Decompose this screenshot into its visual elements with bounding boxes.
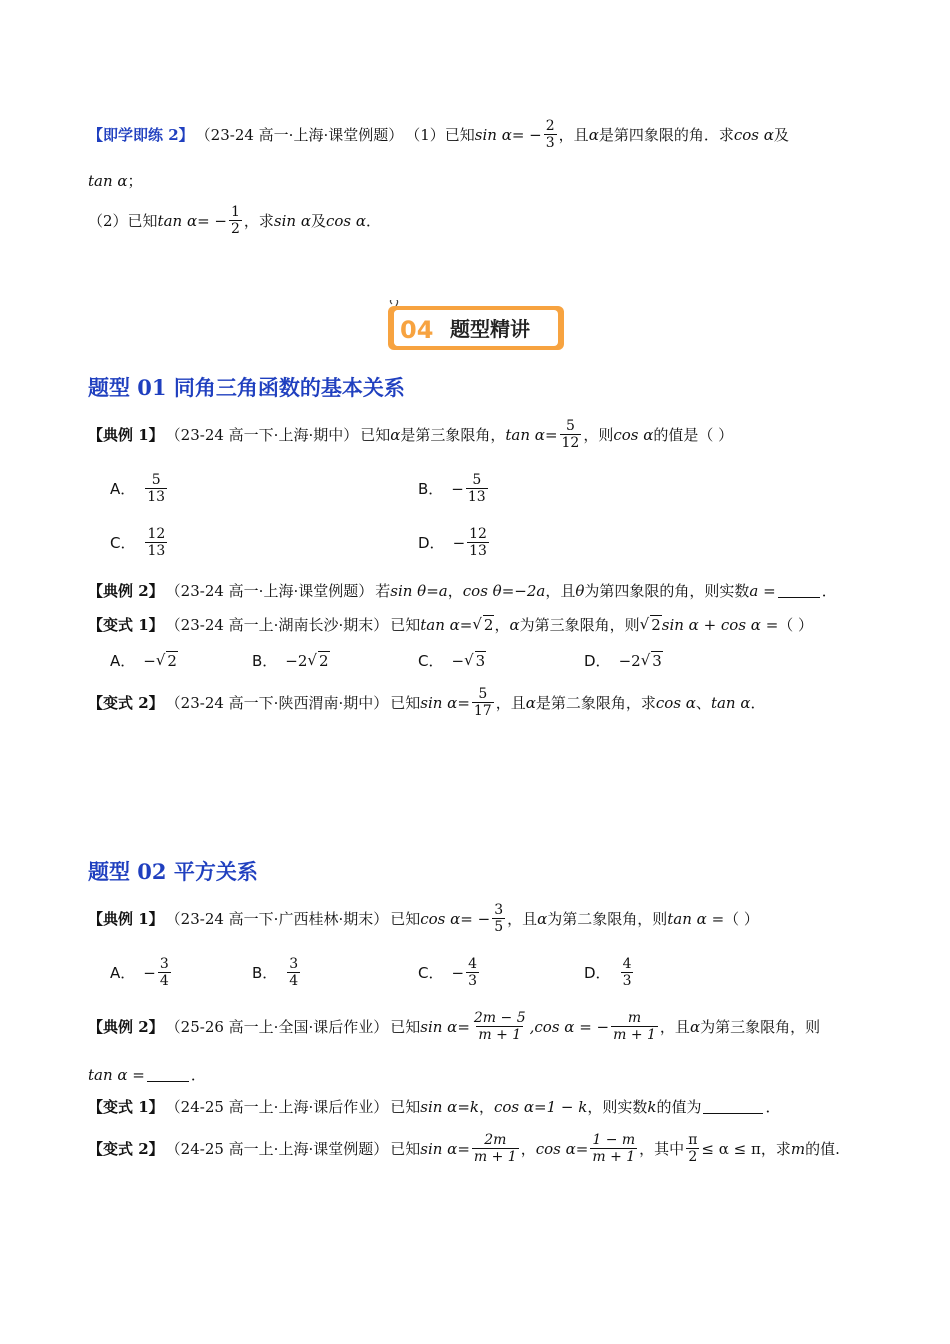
option-a[interactable]: A． − $\frac{3}{4}$ (110, 956, 169, 990)
fraction: $\frac{5}{12}$ (561, 418, 580, 452)
option-c[interactable]: C． $\frac{12}{13}$ (110, 526, 166, 560)
option-a[interactable]: A． $\frac{5}{13}$ (110, 472, 166, 506)
math-sin: sin α (474, 125, 512, 144)
type01-var1: 【变式 1】 （23-24 高一上·湖南长沙·期末） 已知 tan α = √ 2 ， α 为第三象限角，则 √ 2 sin α + cos α = （ ） (88, 615, 814, 634)
type02-var2: 【变式 2】 （24-25 高一上·上海·课堂例题） 已知 sin α = $\frac{2m}{m + 1}$ ， cos α = $\frac{1 - m}{m + 1}$ ，其中 $\frac{\pi}{2}$ ≤ α ≤ π ，求 m 的值. (88, 1132, 840, 1166)
answer-blank[interactable] (703, 1099, 763, 1114)
math-alpha: α (588, 125, 599, 144)
type02-title: 题型 02 平方关系 (88, 859, 258, 884)
text: 及 (773, 126, 789, 145)
type01-var2: 【变式 2】 （23-24 高一下·陕西渭南·期中） 已知 sin α = $\frac{5}{17}$ ，且 α 是第二象限角，求 cos α 、 tan α ． (88, 686, 766, 720)
math-sin: sin α (273, 211, 311, 230)
type02-ex2: 【典例 2】 （25-26 高一上·全国·课后作业） 已知 sin α = $\frac{2m - 5}{m + 1}$ ,cos α = − $\frac{m}{m + 1}$ ，且 α 为第三象限角，则 (88, 1010, 821, 1044)
badge-num: 04 (400, 316, 434, 344)
option-b[interactable]: B． − $\frac{5}{13}$ (418, 472, 486, 506)
practice2-source: （23-24 高一·上海·课堂例题） (195, 126, 404, 145)
text: 是第四象限的角．求 (598, 126, 734, 145)
ex-tag: 【典例 1】 (88, 426, 164, 445)
text: （1）已知 (405, 126, 475, 145)
practice2-line2 (88, 170, 143, 191)
badge-title: 题型精讲 (450, 317, 530, 341)
math-tan: tan α (88, 171, 128, 190)
text: ，且 (558, 126, 589, 145)
practice2-line1 (88, 118, 789, 151)
option-b[interactable]: B． −2 √ 2 (252, 651, 329, 670)
math-tan: tan α (157, 211, 198, 230)
text: ． (366, 212, 382, 231)
math-op: = − (197, 211, 227, 230)
answer-blank[interactable] (147, 1067, 189, 1082)
option-b[interactable]: B． $\frac{3}{4}$ (252, 956, 299, 990)
text: ； (127, 172, 143, 190)
math-cos: cos α (733, 125, 774, 144)
fraction: $\frac{2}{3}$ (545, 118, 555, 152)
option-c[interactable]: C． − $\frac{4}{3}$ (418, 956, 477, 990)
math-cos: cos α (326, 211, 367, 230)
math-op: = − (511, 125, 542, 144)
text: （2）已知 (88, 212, 158, 231)
type01-ex2: 【典例 2】 （23-24 高一·上海·课堂例题） 若 sin θ = a ， cos θ = −2a ，且 θ 为第四象限的角，则实数 a = ． (88, 581, 837, 600)
option-c[interactable]: C． − √ 3 (418, 651, 486, 670)
option-d[interactable]: D． − $\frac{12}{13}$ (418, 526, 487, 560)
paperclip-icon (390, 300, 397, 306)
option-d[interactable]: D． −2 √ 3 (584, 651, 662, 670)
text: 及 (310, 212, 326, 231)
section-badge (386, 300, 568, 352)
practice2-line3 (88, 204, 381, 237)
text: ，求 (243, 212, 274, 231)
ex-source: （23-24 高一下·上海·期中） (165, 426, 359, 445)
fraction: $\frac{1}{2}$ (230, 204, 240, 238)
type01-ex1: 【典例 1】 （23-24 高一下·上海·期中） 已知 α 是第三象限角， tan α = $\frac{5}{12}$ ，则 cos α 的值是（ ） (88, 418, 734, 452)
type02-ex1: 【典例 1】 （23-24 高一下·广西桂林·期末） 已知 cos α = − $\frac{3}{5}$ ，且 α 为第二象限角，则 tan α = （ ） (88, 902, 759, 936)
type02-ex2-line2: tan α = ． (88, 1065, 206, 1084)
type02-var1: 【变式 1】 （24-25 高一上·上海·课后作业） 已知 sin α = k ， cos α = 1 − k ，则实数 k 的值为 ． (88, 1097, 781, 1116)
practice2-tag: 【即学即练 2】 (88, 126, 194, 145)
option-d[interactable]: D． $\frac{4}{3}$ (584, 956, 632, 990)
option-a[interactable]: A． − √ 2 (110, 651, 177, 670)
type01-title: 题型 01 同角三角函数的基本关系 (88, 375, 405, 400)
answer-blank[interactable] (778, 583, 820, 598)
